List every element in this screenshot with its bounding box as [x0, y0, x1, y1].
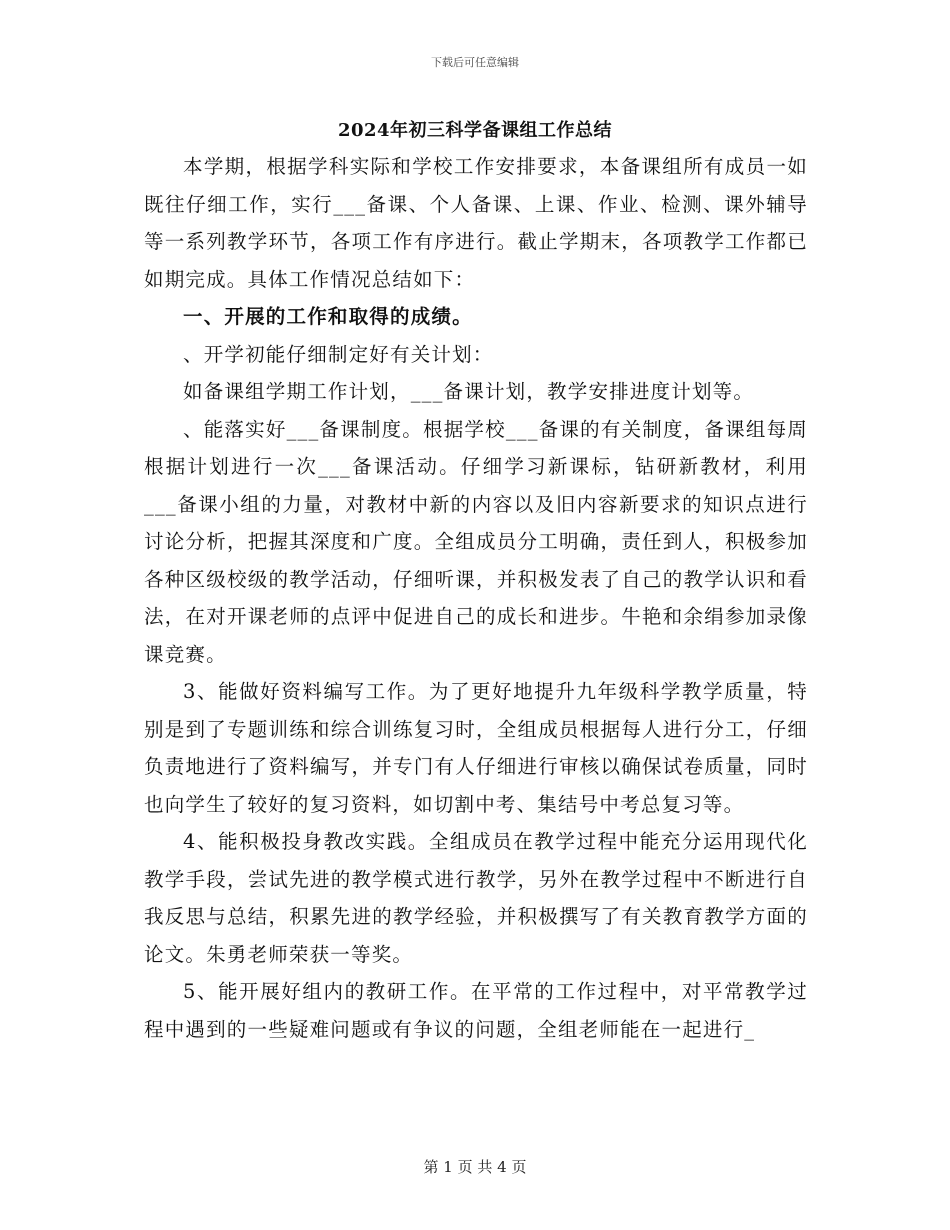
item-5-paragraph: 5、能开展好组内的教研工作。在平常的工作过程中，对平常教学过程中遇到的一些疑难问题或有争议的问题，全组老师能在一起进行_	[144, 980, 808, 1041]
intro-paragraph: 本学期，根据学科实际和学校工作安排要求，本备课组所有成员一如既往仔细工作，实行___备课、个人备课、上课、作业、检测、课外辅导等一系列教学环节，各项工作有序进行。截止学期末，各项教学工作都已如期完成。具体工作情况总结如下：	[144, 155, 808, 291]
item-1-paragraph: 、开学初能仔细制定好有关计划：	[183, 342, 494, 366]
item-1-detail-paragraph: 如备课组学期工作计划，___备课计划，教学安排进度计划等。	[183, 380, 755, 403]
document-body	[144, 148, 808, 1048]
page-number-footer: 第 1 页 共 4 页	[423, 1158, 527, 1176]
page-header: 下载后可任意编辑	[431, 56, 519, 69]
document-title: 2024年初三科学备课组工作总结	[337, 120, 613, 141]
item-3-paragraph: 3、能做好资料编写工作。为了更好地提升九年级科学教学质量，特别是到了专题训练和综合训练复习时，全组成员根据每人进行分工，仔细负责地进行了资料编写，并专门有人仔细进行审核以确保试卷质量，同时也向学生了较好的复习资料，如切割中考、集结号中考总复习等。	[144, 680, 808, 816]
item-4-paragraph: 4、能积极投身教改实践。全组成员在教学过程中能充分运用现代化教学手段，尝试先进的教学模式进行教学，另外在教学过程中不断进行自我反思与总结，积累先进的教学经验，并积极撰写了有关教育教学方面的论文。朱勇老师荣获一等奖。	[144, 830, 808, 966]
section-heading: 一、开展的工作和取得的成绩。	[183, 305, 473, 328]
item-2-paragraph: 、能落实好___备课制度。根据学校___备课的有关制度，备课组每周根据计划进行一次___备课活动。仔细学习新课标，钻研新教材，利用___备课小组的力量，对教材中新的内容以及旧内容新要求的知识点进行讨论分析，把握其深度和广度。全组成员分工明确，责任到人，积极参加各种区级校级的教学活动，仔细听课，并积极发表了自己的教学认识和看法，在对开课老师的点评中促进自己的成长和进步。牛艳和余绢参加录像课竞赛。	[144, 417, 808, 666]
